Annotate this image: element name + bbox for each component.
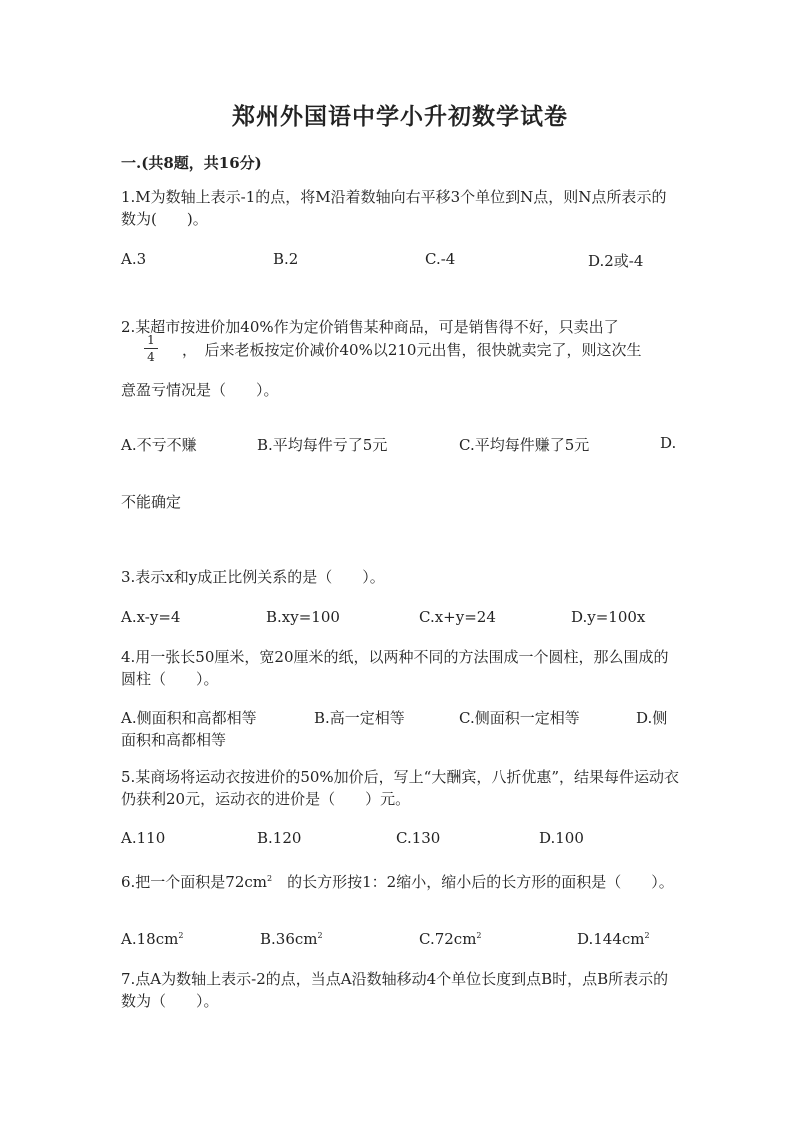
q3-option-d: D.y=100x: [571, 608, 646, 626]
q6-text-part-2: 的长方形按1：2缩小，缩小后的长方形的面积是（ ）。: [287, 873, 674, 891]
fraction-numerator: 1: [147, 333, 155, 347]
question-3-text: 3.表示x和y成正比例关系的是（ ）。: [121, 568, 385, 586]
q2-option-c: C.平均每件赚了5元: [459, 436, 590, 454]
q5-option-c: C.130: [396, 829, 441, 847]
q1-option-a: A.3: [121, 250, 147, 268]
q4-option-c: C.侧面积一定相等: [459, 709, 580, 727]
q1-option-c: C.-4: [425, 250, 456, 268]
q3-option-c: C.x+y=24: [419, 608, 496, 626]
q4-option-a: A.侧面积和高都相等: [121, 709, 257, 727]
q2-option-d: D.: [660, 434, 677, 452]
q5-option-a: A.110: [121, 829, 166, 847]
fraction-bar: [144, 348, 158, 349]
question-2-line-2: ， 后来老板按定价减价40%以210元出售，很快就卖完了，则这次生: [182, 341, 642, 359]
q6-option-b-text: B.36cm: [260, 930, 318, 948]
question-5-text: 5.某商场将运动衣按进价的50%加价后，写上“大酬宾，八折优惠”，结果每件运动衣仍获利20元，运动衣的进价是（ ）元。: [121, 768, 679, 808]
question-2-line-3: 意盈亏情况是（ ）。: [121, 381, 279, 399]
q6-text-part-1: 6.把一个面积是72cm: [121, 873, 268, 891]
q6-option-d-text: D.144cm: [577, 930, 645, 948]
q6-option-b-sup: 2: [317, 931, 323, 940]
q3-option-b: B.xy=100: [266, 608, 340, 626]
q5-option-d: D.100: [539, 829, 584, 847]
q3-option-a: A.x-y=4: [121, 608, 181, 626]
q6-option-d: [577, 930, 650, 948]
question-2-line-1: 2.某超市按进价加40%作为定价销售某种商品，可是销售得不好，只卖出了: [121, 318, 619, 336]
question-4-text: 4.用一张长50厘米，宽20厘米的纸，以两种不同的方法围成一个圆柱，那么围成的圆柱（ ）。: [121, 648, 669, 688]
q6-option-b: [260, 930, 323, 948]
q6-option-c-text: C.72cm: [419, 930, 477, 948]
q2-option-a: A.不亏不赚: [121, 436, 197, 454]
q6-option-d-sup: 2: [644, 931, 650, 940]
q4-option-d-continued: 面积和高都相等: [121, 731, 227, 749]
section-heading: 一.(共8题，共16分): [121, 154, 262, 172]
q6-option-c-sup: 2: [476, 931, 482, 940]
question-1-text: 1.M为数轴上表示-1的点，将M沿着数轴向右平移3个单位到N点，则N点所表示的数为( )。: [121, 188, 667, 228]
question-7-text: 7.点A为数轴上表示-2的点，当点A沿数轴移动4个单位长度到点B时，点B所表示的数为（ ）。: [121, 970, 669, 1010]
page-title: 郑州外国语中学小升初数学试卷: [232, 103, 568, 130]
q1-option-d: D.2或-4: [588, 252, 644, 270]
q2-fraction: [144, 333, 158, 364]
q2-option-d-continued: 不能确定: [121, 493, 182, 511]
q4-option-b: B.高一定相等: [314, 709, 405, 727]
question-6-text: [121, 868, 681, 893]
q6-option-a: [121, 930, 183, 948]
fraction-denominator: 4: [147, 350, 155, 364]
q6-superscript: 2: [267, 874, 273, 883]
q4-option-d: D.侧: [636, 709, 668, 727]
q1-option-b: B.2: [273, 250, 299, 268]
q6-option-c: [419, 930, 482, 948]
q5-option-b: B.120: [257, 829, 302, 847]
q6-option-a-text: A.18cm: [121, 930, 179, 948]
q6-option-a-sup: 2: [178, 931, 184, 940]
q2-option-b: B.平均每件亏了5元: [257, 436, 388, 454]
